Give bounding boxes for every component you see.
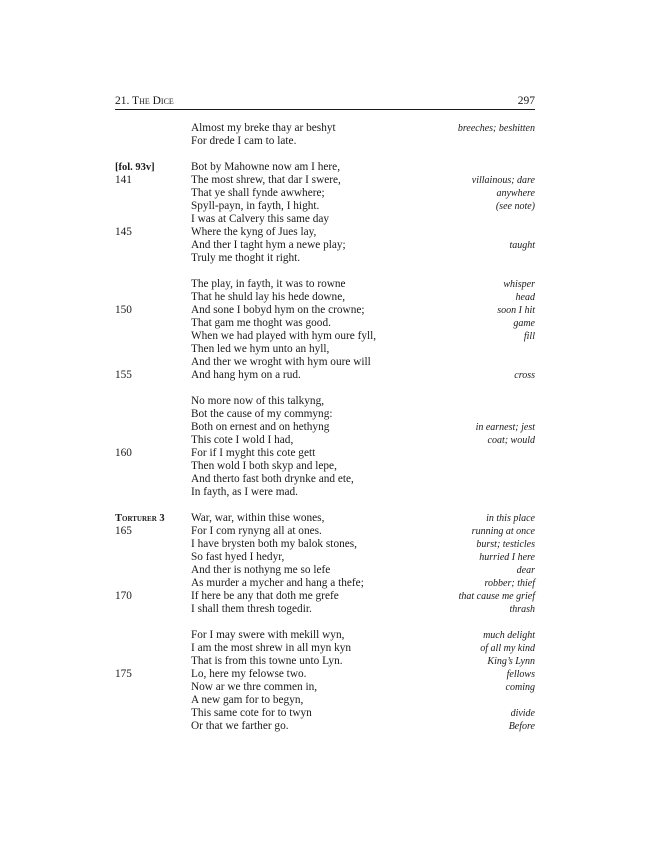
verse-line <box>115 356 535 369</box>
gloss-note: divide <box>510 708 535 719</box>
verse-line <box>115 291 535 304</box>
gloss-note: running at once <box>471 526 535 537</box>
verse-text: If here be any that doth me grefe <box>191 590 339 602</box>
verse-line <box>115 551 535 564</box>
verse-line <box>115 174 535 187</box>
verse-line <box>115 434 535 447</box>
verse-text: So fast hyed I hedyr, <box>191 551 285 563</box>
gloss-note: dear <box>516 565 535 576</box>
stanza <box>115 395 535 499</box>
gloss-note: hurried I here <box>479 552 535 563</box>
verse-line <box>115 187 535 200</box>
verse-text: When we had played with hym oure fyll, <box>191 330 377 342</box>
verse-line <box>115 135 535 148</box>
verse-text: Almost my breke thay ar beshyt <box>191 122 336 134</box>
verse-line <box>115 577 535 590</box>
gloss-note: in earnest; jest <box>475 422 535 433</box>
verse-line <box>115 317 535 330</box>
verse-text: Spyll-payn, in fayth, I hight. <box>191 200 320 212</box>
gloss-note: much delight <box>483 630 535 641</box>
verse-text: I have brysten both my balok stones, <box>191 538 357 550</box>
verse-line <box>115 681 535 694</box>
gloss-note: villainous; dare <box>471 175 535 186</box>
verse-text: And ther is nothyng me so lefe <box>191 564 331 576</box>
verse-text: The play, in fayth, it was to rowne <box>191 278 346 290</box>
verse-text: Both on ernest and on hethyng <box>191 421 330 433</box>
line-number: 175 <box>115 668 132 680</box>
verse-text: And hang hym on a rud. <box>191 369 301 381</box>
stanza <box>115 629 535 733</box>
line-number: 170 <box>115 590 132 602</box>
gloss-note: breeches; beshitten <box>457 123 535 134</box>
verse-text: As murder a mycher and hang a thefe; <box>191 577 364 589</box>
verse-text: In fayth, as I were mad. <box>191 486 298 498</box>
verse-text: This same cote for to twyn <box>191 707 312 719</box>
verse-text: For if I myght this cote gett <box>191 447 316 459</box>
verse-text: That is from this towne unto Lyn. <box>191 655 343 667</box>
verse-line <box>115 408 535 421</box>
line-number: 145 <box>115 226 132 238</box>
verse-text: A new gam for to begyn, <box>191 694 304 706</box>
verse-text: And sone I bobyd hym on the crowne; <box>191 304 365 316</box>
verse-line <box>115 525 535 538</box>
section-title: 21. The Dice <box>115 95 174 107</box>
verse-line <box>115 473 535 486</box>
verse-line <box>115 330 535 343</box>
verse-line <box>115 642 535 655</box>
verse-line <box>115 538 535 551</box>
verse-line <box>115 395 535 408</box>
verse-text: Where the kyng of Jues lay, <box>191 226 317 238</box>
verse-line <box>115 239 535 252</box>
verse-text: Bot by Mahowne now am I here, <box>191 161 341 173</box>
gloss-note: cross <box>514 370 535 381</box>
verse-text: Now ar we thre commen in, <box>191 681 318 693</box>
verse-line <box>115 460 535 473</box>
verse-line <box>115 200 535 213</box>
line-number: 155 <box>115 369 132 381</box>
verse-text: No more now of this talkyng, <box>191 395 325 407</box>
gloss-note: that cause me grief <box>458 591 535 602</box>
verse-line <box>115 447 535 460</box>
gloss-note: coat; would <box>487 435 535 446</box>
verse-text: Then wold I both skyp and lepe, <box>191 460 337 472</box>
verse-text: I shall them thresh togedir. <box>191 603 312 615</box>
verse-text: War, war, within thise wones, <box>191 512 325 524</box>
gloss-note: fellows <box>506 669 535 680</box>
gloss-note: thrash <box>509 604 535 615</box>
verse-line <box>115 122 535 135</box>
verse-line <box>115 213 535 226</box>
verse-text: That gam me thoght was good. <box>191 317 331 329</box>
verse-line <box>115 369 535 382</box>
verse-text: And ther we wroght with hym oure will <box>191 356 371 368</box>
verse-text: Or that we farther go. <box>191 720 289 732</box>
gloss-note: coming <box>505 682 535 693</box>
verse-line <box>115 590 535 603</box>
line-number: 165 <box>115 525 132 537</box>
gloss-note: soon I hit <box>497 305 535 316</box>
verse-line <box>115 226 535 239</box>
verse-line <box>115 252 535 265</box>
gloss-note: taught <box>509 240 535 251</box>
verse-line <box>115 668 535 681</box>
verse-line <box>115 512 535 525</box>
verse-text: Bot the cause of my commyng: <box>191 408 333 420</box>
verse-text: For I com rynyng all at ones. <box>191 525 322 537</box>
folio-marker: [fol. 93v] <box>115 162 155 173</box>
verse-line <box>115 720 535 733</box>
verse-text: That ye shall fynde awwhere; <box>191 187 325 199</box>
verse-text: The most shrew, that dar I swere, <box>191 174 341 186</box>
gloss-note: (see note) <box>495 201 535 212</box>
verse-line <box>115 694 535 707</box>
verse-text: I was at Calvery this same day <box>191 213 330 225</box>
line-number: 141 <box>115 174 132 186</box>
verse-line <box>115 161 535 174</box>
line-number: 150 <box>115 304 132 316</box>
stanza <box>115 161 535 265</box>
gloss-note: game <box>513 318 535 329</box>
line-number: 160 <box>115 447 132 459</box>
gloss-note: whisper <box>503 279 535 290</box>
gloss-note: King’s Lynn <box>487 656 535 667</box>
verse-line <box>115 278 535 291</box>
verse-line <box>115 421 535 434</box>
verse-text: That he shuld lay his hede downe, <box>191 291 346 303</box>
verse-text: For I may swere with mekill wyn, <box>191 629 345 641</box>
running-header <box>115 93 535 110</box>
verse-line <box>115 343 535 356</box>
stanza <box>115 512 535 616</box>
gloss-note: burst; testicles <box>476 539 535 550</box>
verse-text: Then led we hym unto an hyll, <box>191 343 330 355</box>
stanza <box>115 278 535 382</box>
verse-line <box>115 603 535 616</box>
speaker-label: Torturer 3 <box>115 513 165 524</box>
gloss-note: fill <box>523 331 535 342</box>
verse-text: Truly me thoght it right. <box>191 252 301 264</box>
verse-line <box>115 707 535 720</box>
verse-line <box>115 486 535 499</box>
page-number: 297 <box>517 95 535 107</box>
verse-text: Lo, here my felowse two. <box>191 668 307 680</box>
verse-line <box>115 304 535 317</box>
gloss-note: head <box>515 292 535 303</box>
gloss-note: anywhere <box>496 188 535 199</box>
verse-text: This cote I wold I had, <box>191 434 294 446</box>
gloss-note: robber; thief <box>484 578 535 589</box>
verse-text: I am the most shrew in all myn kyn <box>191 642 352 654</box>
verse-line <box>115 655 535 668</box>
stanza <box>115 122 535 148</box>
gloss-note: of all my kind <box>480 643 535 654</box>
verse-text: For drede I cam to late. <box>191 135 297 147</box>
gloss-note: Before <box>508 721 535 732</box>
gloss-note: in this place <box>486 513 535 524</box>
poem-body <box>115 122 535 746</box>
verse-text: And therto fast both drynke and ete, <box>191 473 354 485</box>
verse-line <box>115 629 535 642</box>
verse-line <box>115 564 535 577</box>
verse-text: And ther I taght hym a newe play; <box>191 239 346 251</box>
